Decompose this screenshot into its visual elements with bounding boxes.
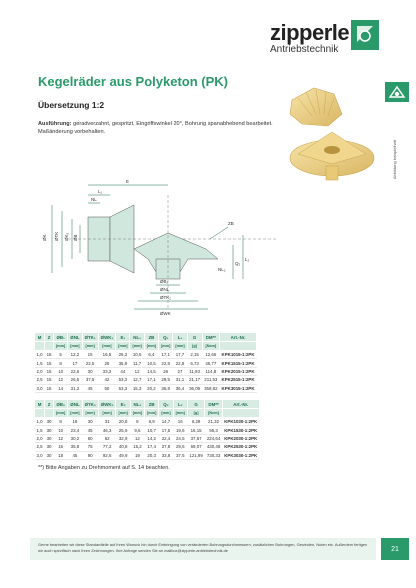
table-cell: 22,5	[82, 359, 98, 367]
unit-header: [mm]	[159, 409, 173, 418]
column-header: M	[35, 400, 45, 409]
table-cell: 12,7	[130, 376, 144, 384]
article-number-cell: KPK1030-1:2PK	[224, 419, 258, 425]
table-cell: 26	[159, 367, 173, 375]
table-row	[35, 376, 257, 384]
table-row	[35, 418, 260, 426]
table-cell: 3,0	[36, 385, 43, 391]
column-header: ØNL	[68, 400, 82, 409]
dim-dTK: ØTK	[54, 231, 59, 241]
page-title: Kegelräder aus Polyketon (PK)	[38, 74, 228, 89]
table-cell: 30	[82, 418, 98, 426]
column-header: G	[187, 333, 202, 342]
table-cell: 9,6	[130, 426, 144, 434]
unit-header: [mm]	[173, 409, 187, 418]
unit-header: [mm]	[144, 342, 158, 351]
table-cell: 15	[46, 360, 52, 366]
table-cell: 6,28	[187, 418, 204, 426]
table-cell: 16,15	[187, 426, 204, 434]
brand-subtitle: Antriebstechnik	[270, 44, 339, 55]
unit-header	[45, 342, 54, 351]
dim-Q2: Q₂	[235, 261, 241, 266]
unit-header: [mm]	[68, 342, 82, 351]
wheel-table	[34, 399, 260, 460]
table-cell: 62	[98, 434, 116, 442]
table-cell: 5	[54, 351, 68, 359]
article-number-cell: KPK2530-1:2PK	[224, 444, 258, 450]
table-cell: 3,0	[36, 452, 43, 458]
gear-section-icon	[385, 82, 409, 102]
table-cell: 75	[82, 443, 98, 451]
dim-ZB: ZB	[228, 221, 234, 226]
unit-header: [mm]	[54, 409, 68, 418]
table-cell: 11,93	[187, 367, 202, 375]
table-cell: 6,73	[187, 359, 202, 367]
table-cell: 14,7	[159, 418, 173, 426]
spec-label: Ausführung:	[38, 121, 72, 127]
dim-dNL: ØNL	[160, 287, 170, 292]
column-header: NL₁	[130, 333, 144, 342]
column-header: Art.-Nr.	[222, 400, 259, 409]
table-cell: 36,8	[159, 384, 173, 392]
table-cell: 36,4	[173, 384, 187, 392]
table-cell: 46,3	[98, 426, 116, 434]
column-header: E₂	[116, 400, 130, 409]
table-cell: 121,99	[189, 452, 203, 458]
table-cell: 17,1	[159, 351, 173, 359]
table-cell: 45	[68, 451, 82, 459]
table-cell: 63,3	[116, 384, 130, 392]
table-row	[35, 451, 260, 459]
specification-text	[38, 120, 278, 136]
table-cell: 10,5	[130, 351, 144, 359]
table-cell: 22,6	[68, 367, 82, 375]
table-cell: 15	[82, 351, 98, 359]
table-cell: 24,5	[173, 434, 187, 442]
column-header: Z	[45, 400, 54, 409]
unit-header: [mm]	[54, 342, 68, 351]
table-cell: 35,8	[116, 359, 130, 367]
unit-header: [mm]	[173, 342, 187, 351]
table-cell: 95,3	[205, 426, 222, 434]
unit-header	[220, 342, 257, 351]
table-cell: 45	[82, 384, 98, 392]
article-number-cell: KPK2030-1:2PK	[224, 435, 258, 441]
unit-header	[35, 409, 45, 418]
table-cell: 16,5	[98, 351, 116, 359]
table-cell: 26,5	[68, 376, 82, 384]
unit-header: [Ncm]	[205, 409, 222, 418]
image-disclaimer: Abbildung beispielhaft	[392, 140, 397, 180]
table-cell: 10,7	[145, 426, 159, 434]
table-cell: 30	[46, 419, 52, 425]
column-header: G	[187, 400, 204, 409]
table-cell: 22,8	[159, 359, 173, 367]
column-header: ZB	[144, 333, 158, 342]
table-cell: 15	[46, 368, 52, 374]
table-cell: 44	[116, 367, 130, 375]
table-cell: 50	[98, 384, 116, 392]
table-cell: 9	[130, 418, 144, 426]
unit-header: [mm]	[145, 409, 159, 418]
table-cell: 730,33	[206, 452, 221, 458]
unit-header	[45, 409, 54, 418]
table-cell: 21,32	[205, 418, 222, 426]
unit-header: [mm]	[98, 342, 116, 351]
table-cell: 20,3	[145, 451, 159, 459]
column-header: L₁	[173, 333, 187, 342]
table-cell: 11,7	[130, 359, 144, 367]
dim-dK: ØK	[42, 234, 47, 241]
dim-NL2: NL₂	[218, 267, 226, 272]
table-cell: 25,9	[116, 426, 130, 434]
unit-header: [mm]	[130, 409, 144, 418]
unit-header: [mm]	[68, 409, 82, 418]
table-row	[35, 359, 257, 367]
table-cell: 17,4	[145, 443, 159, 451]
table-cell: 211,53	[202, 376, 219, 384]
table-cell: 12,66	[202, 351, 219, 359]
table-cell: 31,2	[68, 384, 82, 392]
pinion-table	[34, 332, 257, 393]
spec-line-2: Maßänderung vorbehalten.	[38, 129, 106, 136]
dim-dB2: ØB₂	[160, 279, 169, 284]
unit-header: [mm]	[116, 409, 130, 418]
table-cell: 224,64	[206, 435, 221, 441]
column-header: ØWK₁	[98, 333, 116, 342]
table-cell: 37,5	[173, 451, 187, 459]
column-header: M	[35, 333, 45, 342]
table-cell: 26,3	[116, 351, 130, 359]
article-number-cell: KPK3030-1:2PK	[224, 452, 258, 458]
column-header: L₂	[173, 400, 187, 409]
unit-header	[222, 409, 259, 418]
table-row	[35, 426, 260, 434]
table-cell: 30	[46, 444, 52, 450]
section-tab	[385, 82, 409, 102]
table-cell: 31	[98, 418, 116, 426]
table-cell: 15,2	[130, 443, 144, 451]
dim-E: E	[126, 179, 130, 184]
table-cell: 17,7	[173, 351, 187, 359]
unit-header: [g]	[187, 409, 204, 418]
table-cell: 23,4	[68, 426, 82, 434]
table-cell: 8	[54, 418, 68, 426]
article-number-cell: KPK1530-1:2PK	[224, 427, 258, 433]
table-cell: 42	[98, 376, 116, 384]
dim-NL: NL	[91, 197, 97, 202]
dim-dTK2: ØTK₂	[160, 295, 171, 300]
technical-drawing	[38, 175, 278, 325]
table-cell: 14,5	[144, 367, 158, 375]
column-header: ØB₁	[54, 333, 68, 342]
table-cell: 15	[46, 377, 52, 383]
unit-header: [mm]	[130, 342, 144, 351]
table-cell: 17,1	[144, 376, 158, 384]
spec-line-1: geradverzahnt, gespritzt, Eingriffswinkel 20°, Bohrung spanabhebend bearbeitet.	[73, 121, 273, 127]
table-cell: 2,0	[36, 368, 43, 374]
table-cell: 29,5	[159, 376, 173, 384]
table-cell: 2,0	[36, 435, 43, 441]
table-cell: 29,6	[173, 443, 187, 451]
table-cell: 15	[46, 385, 52, 391]
table-cell: 14,2	[145, 434, 159, 442]
table-cell: 30	[46, 427, 52, 433]
torque-note: **) Bitte Angaben zu Drehmoment auf S. 14 beachten.	[38, 465, 170, 471]
unit-header: [Ncm]	[202, 342, 219, 351]
dim-dWK: ØWK	[160, 311, 171, 316]
table-cell: 40,8	[116, 443, 130, 451]
table-cell: 16	[54, 443, 68, 451]
brand-name: zipperle	[270, 20, 350, 45]
table-row	[35, 384, 257, 392]
table-cell: 77,2	[98, 443, 116, 451]
table-cell: 69,07	[187, 443, 204, 451]
table-cell: 20,2	[144, 384, 158, 392]
unit-header	[35, 342, 45, 351]
table-cell: 10,5	[144, 359, 158, 367]
column-header: ØWK₂	[98, 400, 116, 409]
table-cell: 12	[54, 376, 68, 384]
table-cell: 27	[173, 367, 187, 375]
table-cell: 30,2	[68, 434, 82, 442]
table-cell: 33,3	[98, 367, 116, 375]
table-cell: 16	[173, 418, 187, 426]
table-cell: 2,5	[36, 444, 43, 450]
column-header: ØNL	[68, 333, 82, 342]
page-number: 21	[381, 538, 409, 560]
column-header: E₁	[116, 333, 130, 342]
table-cell: 46,77	[202, 359, 219, 367]
gear-logo-icon	[351, 20, 379, 50]
column-header: ØB₂	[54, 400, 68, 409]
table-cell: 36,09	[189, 385, 201, 391]
dim-dB: ØB	[73, 234, 78, 241]
table-cell: 10	[54, 426, 68, 434]
dim-L1: L₁	[98, 189, 103, 194]
article-number-cell: KPK1515-1:2PK	[221, 360, 255, 366]
table-cell: 12	[130, 367, 144, 375]
table-cell: 45	[82, 426, 98, 434]
table-cell: 37,5	[82, 376, 98, 384]
table-cell: 25	[98, 359, 116, 367]
footer-text: Gerne bearbeiten wir diese Standardteile auf Ihren Wunsch hin durch Einbringung von veränderten Bohrungsdurchmessern, zusätzlichen Bohrungen, Gewinden, Nuten etc. Außerdem fertigen wir auch spezifisch nach Ihren Zeichnungen. Ihre Anfrage senden Sie an mailbox@zipperle-antriebstechnik.de	[38, 542, 368, 553]
table-cell: 53,3	[116, 376, 130, 384]
table-cell: 2,15	[187, 351, 202, 359]
article-number-cell: KPK2015-1:2PK	[221, 368, 255, 374]
table-cell: 22,8	[173, 359, 187, 367]
table-cell: 31,1	[173, 376, 187, 384]
table-cell: 18	[54, 451, 68, 459]
table-cell: 1,5	[36, 360, 43, 366]
footer-box	[30, 538, 376, 560]
table-cell: 19,6	[173, 426, 187, 434]
table-cell: 33,8	[159, 451, 173, 459]
table-cell: 30	[46, 452, 52, 458]
unit-header: [g]	[187, 342, 202, 351]
table-cell: 1,0	[36, 352, 43, 358]
column-header: NL₂	[130, 400, 144, 409]
table-cell: 49,9	[116, 451, 130, 459]
table-cell: 37,67	[187, 434, 204, 442]
bevel-gear-photo	[280, 80, 380, 190]
table-cell: 92,5	[98, 451, 116, 459]
table-cell: 12	[54, 434, 68, 442]
table-cell: 1,0	[36, 419, 43, 425]
table-cell: 17,5	[159, 426, 173, 434]
table-cell: 18	[68, 418, 82, 426]
column-header: Q₂	[159, 400, 173, 409]
table-cell: 35,8	[68, 443, 82, 451]
table-row	[35, 434, 260, 442]
table-cell: 6,4	[144, 351, 158, 359]
column-header: ZB	[145, 400, 159, 409]
table-cell: 21,17	[189, 377, 201, 383]
column-header: Q₁	[159, 333, 173, 342]
table-cell: 2,5	[36, 377, 43, 383]
table-cell: 14	[54, 384, 68, 392]
unit-header: [mm]	[82, 342, 98, 351]
dim-L2: L₂	[245, 257, 250, 262]
column-header: DM**	[205, 400, 222, 409]
table-cell: 15,3	[130, 384, 144, 392]
table-cell: 90	[82, 451, 98, 459]
article-number-cell: KPK2515-1:2PK	[221, 377, 255, 383]
unit-header: [mm]	[82, 409, 98, 418]
table-cell: 17	[68, 359, 82, 367]
table-cell: 12,2	[68, 351, 82, 359]
table-cell: 30	[82, 367, 98, 375]
unit-header: [mm]	[98, 409, 116, 418]
table-cell: 359,82	[204, 385, 218, 391]
table-cell: 32,9	[116, 434, 130, 442]
table-row	[35, 351, 257, 359]
table-cell: 10	[54, 367, 68, 375]
table-cell: 6,9	[145, 418, 159, 426]
column-header: ØTK₁	[82, 333, 98, 342]
table-cell: 8	[54, 359, 68, 367]
table-cell: 1,5	[36, 427, 43, 433]
brand-logo	[270, 20, 380, 56]
table-cell: 22,4	[159, 434, 173, 442]
table-cell: 19	[130, 451, 144, 459]
table-cell: 114,8	[202, 367, 219, 375]
table-cell: 12	[130, 434, 144, 442]
column-header: ØTK₂	[82, 400, 98, 409]
table-cell: 15	[46, 352, 52, 358]
table-cell: 60	[82, 434, 98, 442]
unit-header: [mm]	[116, 342, 130, 351]
table-cell: 27,8	[159, 443, 173, 451]
table-row	[35, 443, 260, 451]
column-header: Art.-Nr.	[220, 333, 257, 342]
column-header: DM**	[202, 333, 219, 342]
article-number-cell: KPK3015-1:2PK	[221, 385, 255, 391]
table-cell: 430,48	[206, 444, 221, 450]
unit-header: [mm]	[159, 342, 173, 351]
ratio-subtitle: Übersetzung 1:2	[38, 100, 105, 110]
column-header: Z	[45, 333, 54, 342]
article-number-cell: KPK1015-1:2PK	[221, 352, 255, 358]
table-row	[35, 367, 257, 375]
dim-dK2: ØK₂	[64, 232, 69, 241]
table-cell: 30	[46, 435, 52, 441]
table-cell: 20,8	[116, 418, 130, 426]
